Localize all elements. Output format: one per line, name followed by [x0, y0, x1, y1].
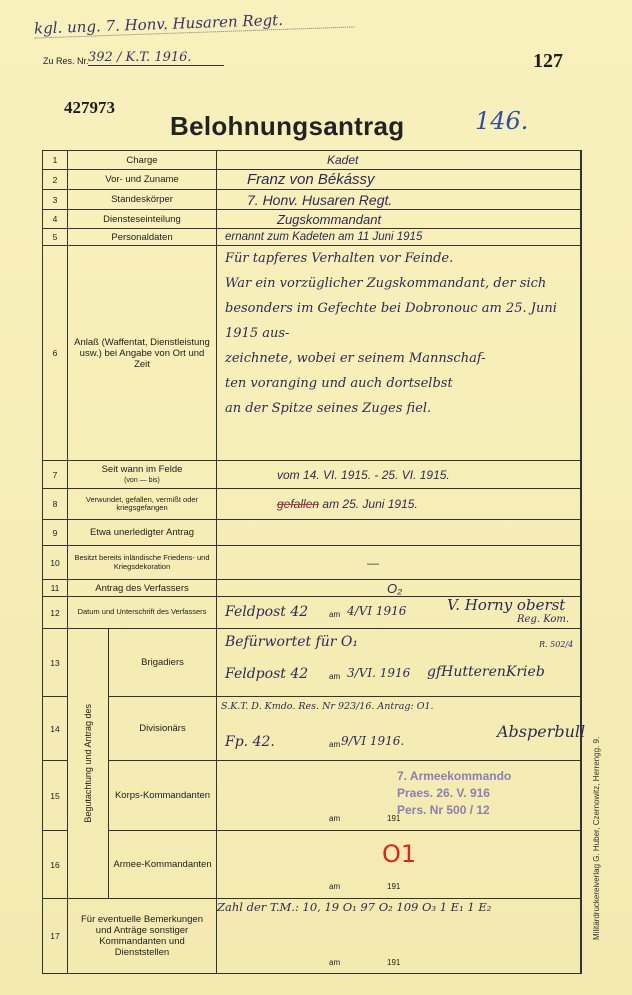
row-12: 12 Datum und Unterschrift des Verfassers Feldpost 42 am 4/VI 1916 V. Horny oberst Reg. Kom. — [43, 597, 582, 629]
remarks-cell: Zahl der T.M.: 10, 19 O₁ 97 O₂ 109 O₃ 1 E₁ 1 E₂ am 191 — [217, 899, 582, 974]
ref-value: 392 / K.T. 1916. — [88, 50, 224, 66]
brigadier-cell: Befürwortet für O₁ R. 502/4 Feldpost 42 am 3/VI. 1916 gfHutterenKrieb — [217, 629, 582, 697]
corps-cell: am 191 7. Armeekommando Praes. 26. V. 916 Pers. Nr 500 / 12 — [217, 761, 582, 831]
row-9: 9 Etwa unerledigter Antrag — [43, 520, 582, 546]
deed-line-4: ten voranging und auch dortselbst — [225, 376, 453, 391]
army-cell: O1 am 191 — [217, 831, 582, 899]
row-5: 5 Personaldaten ernannt zum Kadeten am 11 Juni 1915 — [43, 229, 582, 246]
row-3: 3 Standeskörper 7. Honv. Husaren Regt. — [43, 190, 582, 210]
deed-cell — [217, 246, 582, 461]
personal-data-value: ernannt zum Kadeten am 11 Juni 1915 — [217, 229, 582, 246]
title-note: 146. — [475, 107, 529, 135]
casualty-cell — [217, 489, 582, 520]
row-4: 4 Diensteseinteilung Zugskommandant — [43, 210, 582, 229]
page-title: Belohnungsantrag — [170, 111, 405, 141]
author-sign-cell: Feldpost 42 am 4/VI 1916 V. Horny oberst Reg. Kom. — [217, 597, 582, 629]
row-1: 1 Charge Kadet — [43, 151, 582, 170]
divisional-cell: S.K.T. D. Kmdo. Res. Nr 923/16. Antrag: O1. Fp. 42. am 9/VI 1916. Absperbull — [217, 697, 582, 761]
deed-line-1: Für tapferes Verhalten vor Feinde. — [225, 251, 454, 266]
decoration-value: — — [217, 546, 582, 580]
printer-imprint: Militärdruckereiverlag G. Huber, Czernowitz, Herrengg. 9. — [592, 736, 601, 940]
army-command-stamp: 7. Armeekommando Praes. 26. V. 916 Pers. Nr 500 / 12 — [397, 768, 512, 817]
row-11: 11 Antrag des Verfassers O₂ — [43, 580, 582, 597]
group-label: Begutachtung und Antrag des — [83, 704, 93, 823]
casualty-date: am 25. Juni 1915. — [322, 497, 418, 511]
serial-number: 427973 — [64, 98, 115, 117]
charge-value: Kadet — [217, 151, 582, 170]
row-2: 2 Vor- und Zuname Franz von Békássy — [43, 170, 582, 190]
ref-label: Zu Res. Nr. — [43, 56, 89, 66]
row-6: 6 Anlaß (Waffentat, Dienstleistung usw.) bei Angabe von Ort und Zeit Für tapferes Verhalten vor Feinde. War ein vorzüglicher Zugskommandant, der sich besonders im Gefechte bei Dobronouc am 25. Juni 1915 aus- zeichnete, wobei er seinem Mannschaf- ten voranging und auch dortselbst an der Spitze seines Zuges fiel. — [43, 246, 582, 461]
assignment-value: Zugskommandant — [217, 210, 582, 229]
remarks-value: Zahl der T.M.: 10, 19 O₁ 97 O₂ 109 O₃ 1 E₁ 1 E₂ — [217, 899, 492, 914]
row-17: 17 Für eventuelle Bemerkungen und Anträge sonstiger Kommandanten und Dienststellen Zahl der T.M.: 10, 19 O₁ 97 O₂ 109 O₃ 1 E₁ 1 E₂ am 191 — [43, 899, 582, 974]
deed-line-3: zeichnete, wobei er seinem Mannschaf- — [225, 351, 486, 366]
page-number: 127 — [533, 50, 563, 72]
deed-line-2: War ein vorzüglicher Zugskommandant, der sich besonders im Gefechte bei Dobronouc am 25. Juni 1915 aus- — [225, 276, 557, 341]
proposal-value: O₂ — [217, 580, 582, 597]
row-14: 14 Divisionärs S.K.T. D. Kmdo. Res. Nr 923/16. Antrag: O1. Fp. 42. am 9/VI 1916. Absperbull — [43, 697, 582, 761]
deed-line-5: an der Spitze seines Zuges fiel. — [225, 401, 432, 416]
regiment-handwritten: kgl. ung. 7. Honv. Husaren Regt. — [34, 8, 354, 38]
row-10: 10 Besitzt bereits inländische Friedens- und Kriegsdekoration — — [43, 546, 582, 580]
row-7: 7 Seit wann im Felde (von — bis) vom 14. VI. 1915. - 25. VI. 1915. — [43, 461, 582, 489]
row-15: 15 Korps-Kommandanten am 191 7. Armeekommando Praes. 26. V. 916 Pers. Nr 500 / 12 — [43, 761, 582, 831]
brigadier-signature: gfHutterenKrieb — [427, 663, 545, 680]
row-16: 16 Armee-Kommandanten O1 am 191 — [43, 831, 582, 899]
casualty-status: gefallen — [277, 497, 320, 511]
row-13: 13 Begutachtung und Antrag des Brigadiers Befürwortet für O₁ R. 502/4 Feldpost 42 am 3/VI. 1916 gfHutterenKrieb — [43, 629, 582, 697]
red-mark: O1 — [382, 839, 417, 868]
award-form-table — [42, 150, 586, 974]
author-signature: V. Horny oberst — [447, 595, 566, 614]
unit-value: 7. Honv. Husaren Regt. — [217, 190, 582, 210]
field-duration-value: vom 14. VI. 1915. - 25. VI. 1915. — [217, 461, 582, 489]
name-value: Franz von Békássy — [217, 170, 582, 190]
row-8: 8 Verwundet, gefallen, vermißt oder kriegsgefangen gefallen am 25. Juni 1915. — [43, 489, 582, 520]
divisional-signature: Absperbull — [497, 721, 586, 741]
